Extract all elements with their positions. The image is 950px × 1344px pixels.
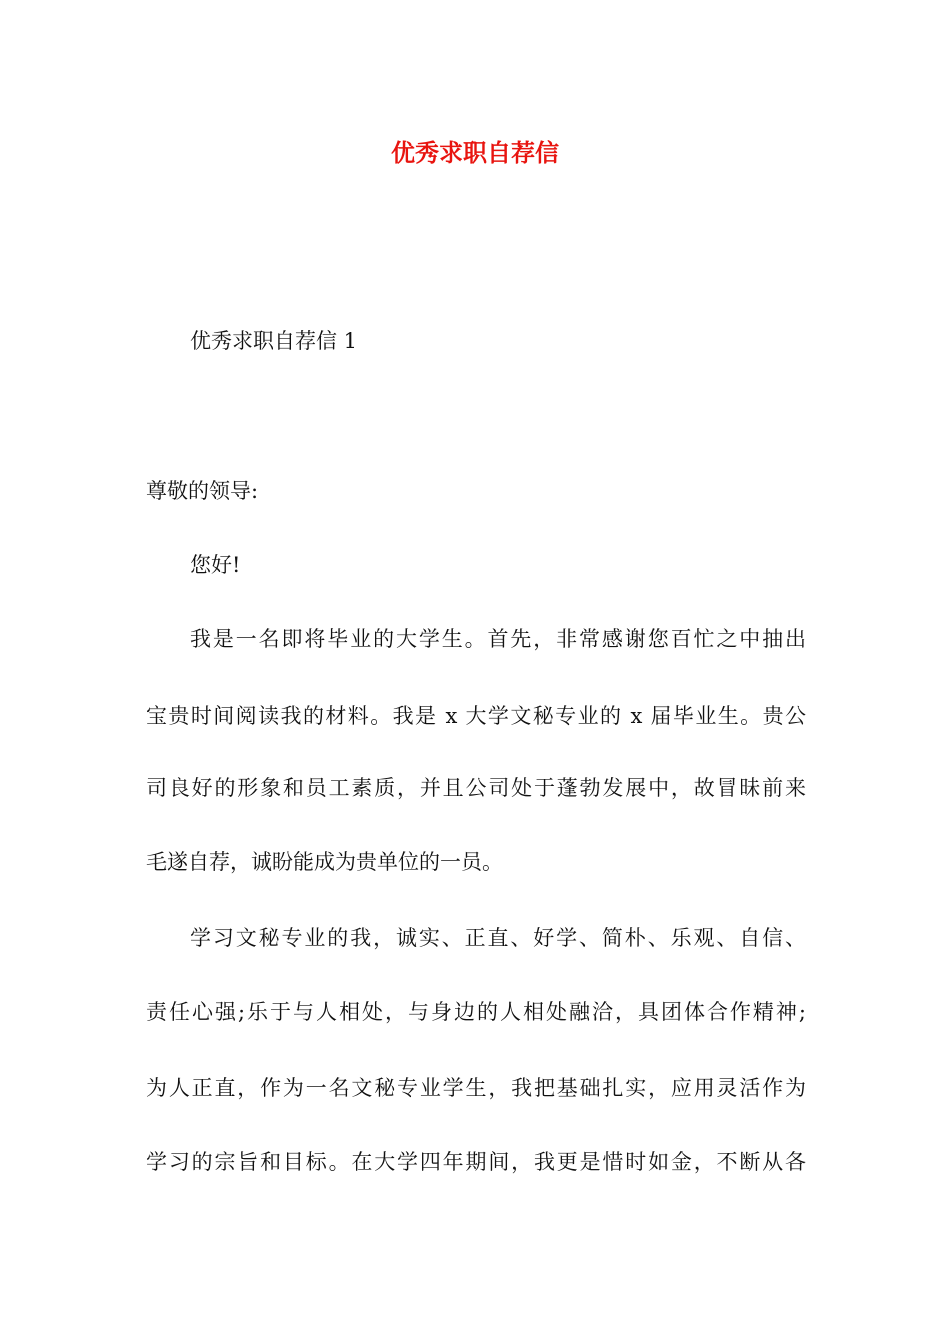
greeting: 您好! — [190, 553, 241, 577]
paragraph-2-line-1: 学习文秘专业的我，诚实、正直、好学、简朴、乐观、自信、 — [190, 926, 806, 950]
paragraph-2-line-4: 学习的宗旨和目标。在大学四年期间，我更是惜时如金，不断从各 — [146, 1150, 806, 1174]
document-title: 优秀求职自荐信 — [391, 138, 559, 167]
paragraph-1-line-4: 毛遂自荐，诚盼能成为贵单位的一员。 — [146, 850, 503, 874]
salutation: 尊敬的领导: — [146, 479, 259, 503]
paragraph-1-line-3: 司良好的形象和员工素质，并且公司处于蓬勃发展中，故冒昧前来 — [146, 776, 806, 800]
section-title: 优秀求职自荐信 1 — [190, 329, 358, 353]
paragraph-2-line-2: 责任心强;乐于与人相处，与身边的人相处融洽，具团体合作精神; — [146, 1000, 806, 1024]
paragraph-2-line-3: 为人正直，作为一名文秘专业学生，我把基础扎实，应用灵活作为 — [146, 1076, 806, 1100]
paragraph-1-line-1: 我是一名即将毕业的大学生。首先，非常感谢您百忙之中抽出 — [190, 627, 806, 651]
paragraph-1-line-2: 宝贵时间阅读我的材料。我是 x 大学文秘专业的 x 届毕业生。贵公 — [146, 704, 806, 728]
